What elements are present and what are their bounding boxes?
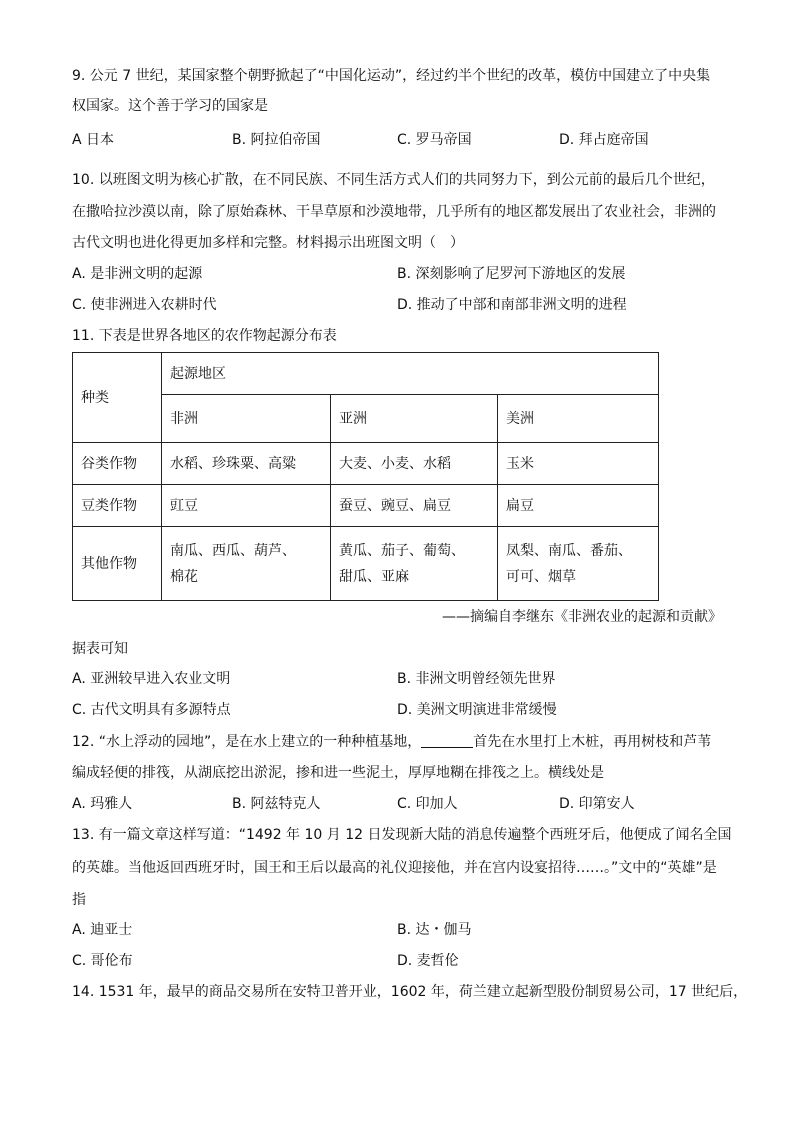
table-header-region-americas: 美洲 [498, 395, 659, 443]
table-source-citation: ——摘编自李继东《非洲农业的起源和贡献》 [442, 609, 722, 625]
q10-stem-line2: 在撒哈拉沙漠以南，除了原始森林、干旱草原和沙漠地带，几乎所有的地区都发展出了农业社会，非洲的 [72, 204, 716, 220]
q11-option-d[interactable]: D. 美洲文明演进非常缓慢 [397, 702, 557, 718]
cell-line: 可可、烟草 [506, 568, 576, 585]
table-cell [331, 527, 498, 601]
q12-option-b[interactable]: B. 阿兹特克人 [232, 796, 321, 812]
q9-stem-line1: 9. 公元 7 世纪，某国家整个朝野掀起了“中国化运动”，经过约半个世纪的改革，模仿中国建立了中央集 [72, 68, 711, 84]
table-header-origin: 起源地区 [162, 353, 659, 395]
q13-option-c[interactable]: C. 哥伦布 [72, 953, 133, 969]
q14-stem-line1: 14. 1531 年，最早的商品交易所在安特卫普开业，1602 年，荷兰建立起新型股份制贸易公司，17 世纪后， [72, 984, 748, 1000]
q13-stem-line2: 的英雄。当他返回西班牙时，国王和王后以最高的礼仪迎接他，并在宫内设宴招待……。”文中的“英雄”是 [72, 860, 717, 876]
q11-lead: 据表可知 [72, 641, 128, 657]
q13-stem-line1: 13. 有一篇文章这样写道：“1492 年 10 月 12 日发现新大陆的消息传遍整个西班牙后，他便成了闻名全国 [72, 827, 732, 843]
table-cell-kind: 谷类作物 [73, 443, 162, 485]
q12-option-d[interactable]: D. 印第安人 [559, 796, 635, 812]
q12-stem-line1 [72, 732, 711, 752]
table-row [73, 443, 659, 485]
table-cell [498, 527, 659, 601]
q12-stem-part1: 12. “水上浮动的园地”，是在水上建立的一种种植基地， [72, 734, 422, 750]
q13-option-d[interactable]: D. 麦哲伦 [397, 953, 459, 969]
table-header-kind: 种类 [73, 353, 162, 443]
q10-option-a[interactable]: A. 是非洲文明的起源 [72, 266, 203, 282]
cell-line: 棉花 [170, 568, 198, 585]
table-cell: 大麦、小麦、水稻 [331, 443, 498, 485]
q11-option-b[interactable]: B. 非洲文明曾经领先世界 [397, 671, 556, 687]
table-header-region-africa: 非洲 [162, 395, 331, 443]
q11-option-a[interactable]: A. 亚洲较早进入农业文明 [72, 671, 231, 687]
cell-line: 甜瓜、亚麻 [339, 568, 409, 585]
table-cell: 豇豆 [162, 485, 331, 527]
table-cell: 玉米 [498, 443, 659, 485]
cell-line: 黄瓜、茄子、葡萄、 [339, 542, 465, 559]
table-cell: 蚕豆、豌豆、扁豆 [331, 485, 498, 527]
q13-option-b[interactable]: B. 达・伽马 [397, 922, 472, 938]
table-cell: 水稻、珍珠粟、高粱 [162, 443, 331, 485]
q9-stem-line2: 权国家。这个善于学习的国家是 [72, 98, 268, 114]
answer-blank [421, 733, 473, 748]
cell-line: 凤梨、南瓜、番茄、 [506, 542, 632, 559]
q10-option-c[interactable]: C. 使非洲进入农耕时代 [72, 297, 217, 313]
q12-option-c[interactable]: C. 印加人 [397, 796, 458, 812]
crop-origin-table [72, 352, 659, 601]
q13-stem-line3: 指 [72, 892, 86, 908]
table-cell: 扁豆 [498, 485, 659, 527]
cell-line: 南瓜、西瓜、葫芦、 [170, 542, 296, 559]
table-row [73, 485, 659, 527]
q12-stem-part2: 首先在水里打上木桩，再用树枝和芦苇 [473, 734, 712, 750]
q10-option-d[interactable]: D. 推动了中部和南部非洲文明的进程 [397, 297, 627, 313]
q9-option-d[interactable]: D. 拜占庭帝国 [559, 132, 649, 148]
q9-option-b[interactable]: B. 阿拉伯帝国 [232, 132, 321, 148]
table-cell-kind: 其他作物 [73, 527, 162, 601]
q11-stem: 11. 下表是世界各地区的农作物起源分布表 [72, 328, 337, 344]
q10-option-b[interactable]: B. 深刻影响了尼罗河下游地区的发展 [397, 266, 626, 282]
table-cell-kind: 豆类作物 [73, 485, 162, 527]
q11-option-c[interactable]: C. 古代文明具有多源特点 [72, 702, 231, 718]
q12-option-a[interactable]: A. 玛雅人 [72, 796, 133, 812]
table-header-region-asia: 亚洲 [331, 395, 498, 443]
q13-option-a[interactable]: A. 迪亚士 [72, 922, 133, 938]
q9-option-a[interactable]: A 日本 [72, 132, 115, 148]
q9-option-c[interactable]: C. 罗马帝国 [397, 132, 472, 148]
q12-stem-line2: 编成轻便的排筏，从湖底挖出淤泥，掺和进一些泥土，厚厚地糊在排筏之上。横线处是 [72, 765, 604, 781]
table-cell [162, 527, 331, 601]
q10-stem-line3: 古代文明也进化得更加多样和完整。材料揭示出班图文明（ ） [72, 235, 464, 251]
table-row [73, 527, 659, 601]
q10-stem-line1: 10. 以班图文明为核心扩散，在不同民族、不同生活方式人们的共同努力下，到公元前的最后几个世纪， [72, 172, 715, 188]
